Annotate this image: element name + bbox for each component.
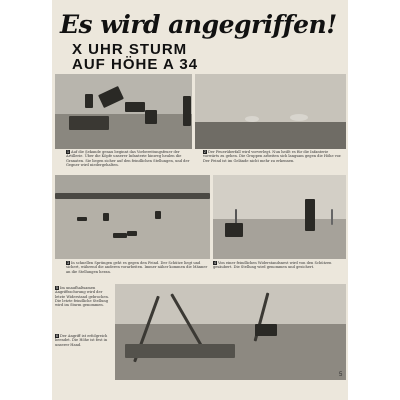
caption-1-text: Auf die Sekunde genau beginnt das Vorbereitungsfeuer der Artillerie. Über die Köpfe unserer Infanterie hinweg heulen die Granaten. Sie liegen sicher auf den feindlichen Stellungen, und der Gegner wird niedergehalten. bbox=[66, 150, 190, 167]
caption-5-number: 5 bbox=[56, 286, 58, 290]
caption-1-number: 1 bbox=[67, 150, 69, 154]
caption-5 bbox=[55, 286, 113, 307]
photo-advancing-soldiers bbox=[55, 175, 210, 259]
caption-2 bbox=[203, 150, 345, 163]
caption-3-text: In schnellen Sprüngen geht es gegen den Feind. Der Schütze liegt und sichert, während die anderen vorarbeiten. Immer näher kommen die Männer an die Stellungen heran. bbox=[66, 261, 208, 274]
headline: Es wird angegriffen! bbox=[60, 10, 337, 39]
page-number: 5 bbox=[339, 372, 343, 378]
photo-captured-position bbox=[115, 284, 346, 380]
caption-6-text: Der Angriff ist erfolgreich beendet. Die Höhe ist fest in unserer Hand. bbox=[55, 334, 108, 347]
caption-3-number: 3 bbox=[67, 261, 69, 265]
photo-artillery bbox=[55, 74, 192, 149]
caption-3 bbox=[66, 261, 210, 274]
caption-2-number: 2 bbox=[204, 150, 206, 154]
caption-5-text: Im unaufhaltsamen Angriffsschwung wird der letzte Widerstand gebrochen. Die letzte feindliche Stellung wird im Sturm genommen. bbox=[55, 286, 109, 308]
photo-field-explosions bbox=[195, 74, 346, 149]
caption-6-number: 6 bbox=[56, 334, 58, 338]
magazine-page bbox=[52, 0, 348, 400]
subheadline-line-1: X UHR STURM bbox=[72, 41, 188, 58]
photo-soldiers-by-tree bbox=[213, 175, 346, 259]
subheadline-line-2: AUF HÖHE A 34 bbox=[72, 56, 199, 73]
caption-4 bbox=[213, 261, 345, 270]
caption-4-number: 4 bbox=[214, 261, 216, 265]
caption-6 bbox=[55, 334, 113, 347]
caption-2-text: Der Feuerüberfall wird vorverlegt. Nun heißt es für die Infanterie vorwärts zu gehen. Die Gruppen arbeiten sich langsam gegen die Höhe vor. Der Feind ist im Gelände nicht mehr zu erkennen. bbox=[203, 150, 342, 163]
caption-1 bbox=[66, 150, 194, 167]
caption-4-text: Von einer feindlichen Widerstandsnest wird von den Schützen gesäubert. Die Stellung wird genommen und gesichert. bbox=[213, 261, 332, 270]
